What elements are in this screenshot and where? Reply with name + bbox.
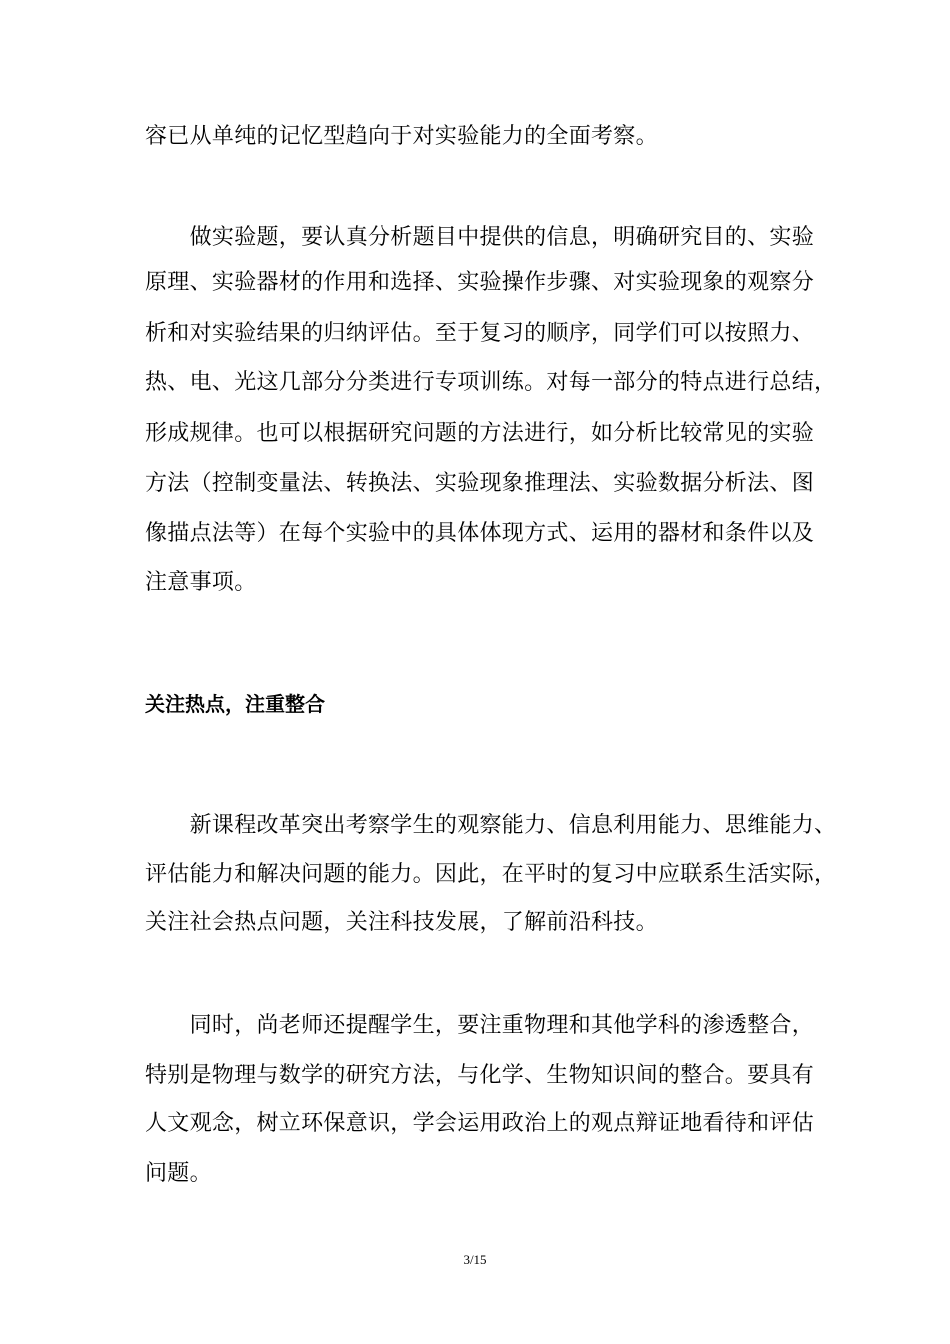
- paragraph-line: 新课程改革突出考察学生的观察能力、信息利用能力、思维能力、: [145, 813, 837, 838]
- paragraph-line: 评估能力和解决问题的能力。因此，在平时的复习中应联系生活实际，: [145, 862, 837, 887]
- paragraph-line: 热、电、光这几部分分类进行专项训练。对每一部分的特点进行总结，: [145, 370, 837, 395]
- paragraph-line: 原理、实验器材的作用和选择、实验操作步骤、对实验现象的观察分: [145, 270, 815, 295]
- section-heading: 关注热点，注重整合: [145, 692, 325, 716]
- paragraph-line: 做实验题，要认真分析题目中提供的信息，明确研究目的、实验: [145, 225, 815, 250]
- paragraph-line: 问题。: [145, 1161, 212, 1186]
- paragraph-line: 注意事项。: [145, 570, 257, 595]
- page-number: 3/15: [463, 1252, 487, 1267]
- paragraph-line: 特别是物理与数学的研究方法，与化学、生物知识间的整合。要具有: [145, 1063, 815, 1088]
- paragraph-line: 形成规律。也可以根据研究问题的方法进行，如分析比较常见的实验: [145, 421, 815, 446]
- paragraph-line: 方法（控制变量法、转换法、实验现象推理法、实验数据分析法、图: [145, 471, 815, 496]
- paragraph-line: 像描点法等）在每个实验中的具体体现方式、运用的器材和条件以及: [145, 521, 815, 546]
- paragraph-line: 同时，尚老师还提醒学生，要注重物理和其他学科的渗透整合，: [145, 1013, 815, 1038]
- paragraph-line: 容已从单纯的记忆型趋向于对实验能力的全面考察。: [145, 124, 658, 149]
- paragraph-line: 人文观念，树立环保意识，学会运用政治上的观点辩证地看待和评估: [145, 1111, 815, 1136]
- paragraph-line: 析和对实验结果的归纳评估。至于复习的顺序，同学们可以按照力、: [145, 321, 815, 346]
- paragraph-line: 关注社会热点问题，关注科技发展，了解前沿科技。: [145, 910, 658, 935]
